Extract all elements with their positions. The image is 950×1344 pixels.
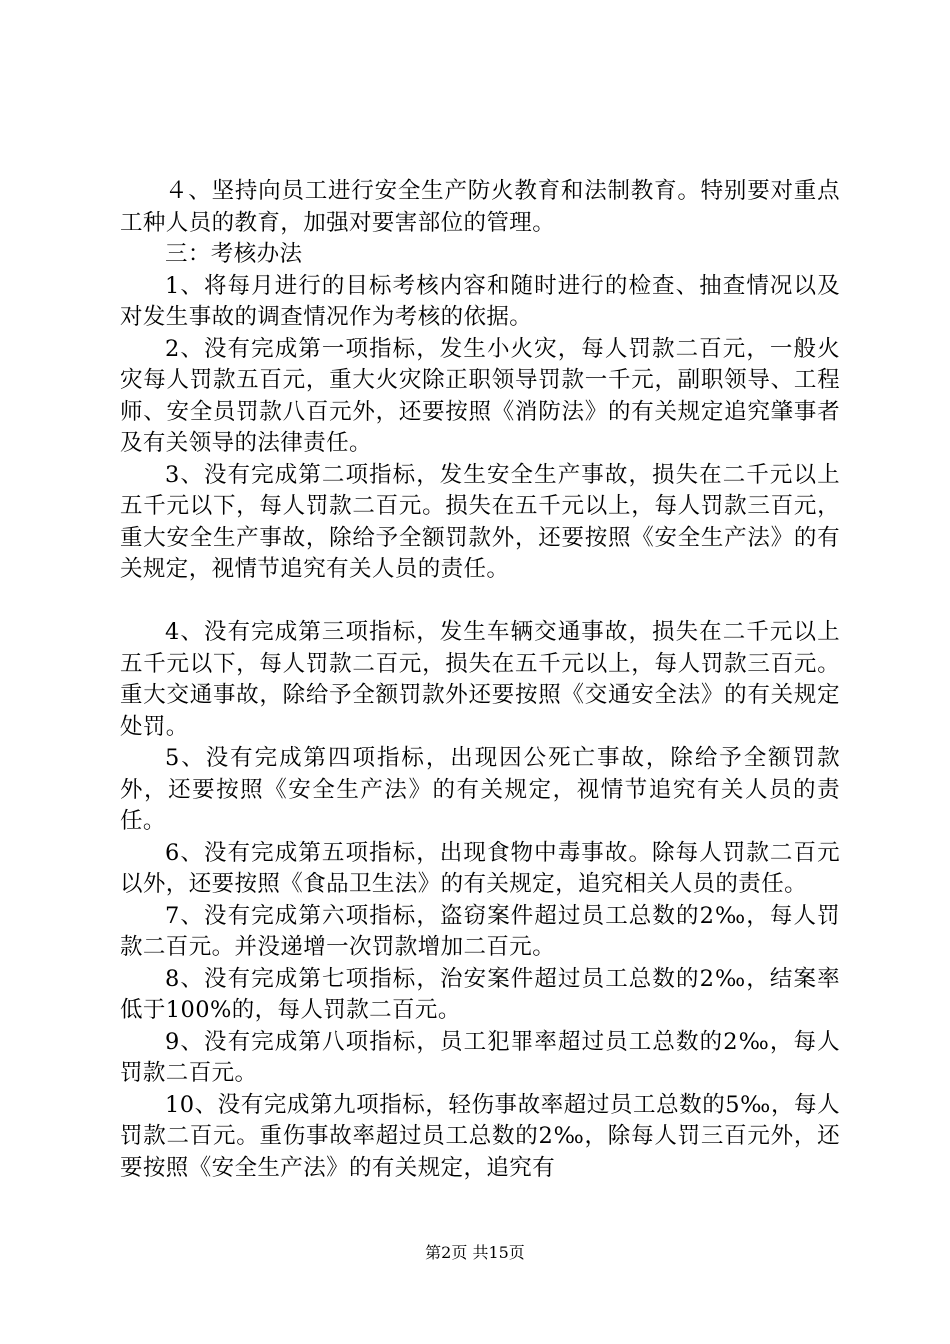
paragraph-clause-3: 3、没有完成第二项指标，发生安全生产事故，损失在二千元以上五千元以下，每人罚款二百元。损失在五千元以上，每人罚款三百元，重大安全生产事故，除给予全额罚款外，还要按照《安全生产法》的有关规定，视情节追究有关人员的责任。 (120, 461, 840, 582)
document-body (120, 176, 840, 1184)
section-heading-assessment-method: 三：考核办法 (165, 241, 303, 267)
page-number-footer: 第2页 共15页 (425, 1243, 525, 1262)
paragraph-clause-5: 5、没有完成第四项指标，出现因公死亡事故，除给予全额罚款外，还要按照《安全生产法》的有关规定，视情节追究有关人员的责任。 (120, 745, 840, 834)
paragraph-item-4-education: ４、坚持向员工进行安全生产防火教育和法制教育。特别要对重点工种人员的教育，加强对要害部位的管理。 (120, 178, 840, 236)
paragraph-clause-1: 1、将每月进行的目标考核内容和随时进行的检查、抽查情况以及对发生事故的调查情况作为考核的依据。 (120, 272, 840, 330)
paragraph-clause-6: 6、没有完成第五项指标，出现食物中毒事故。除每人罚款二百元以外，还要按照《食品卫生法》的有关规定，追究相关人员的责任。 (120, 839, 840, 897)
paragraph-clause-9: 9、没有完成第八项指标，员工犯罪率超过员工总数的2‰，每人罚款二百元。 (120, 1028, 840, 1086)
paragraph-clause-4: 4、没有完成第三项指标，发生车辆交通事故，损失在二千元以上五千元以下，每人罚款二百元，损失在五千元以上，每人罚款三百元。重大交通事故，除给予全额罚款外还要按照《交通安全法》的有关规定处罚。 (120, 619, 840, 740)
paragraph-clause-10: 10、没有完成第九项指标，轻伤事故率超过员工总数的5‰，每人罚款二百元。重伤事故率超过员工总数的2‰，除每人罚三百元外，还要按照《安全生产法》的有关规定，追究有 (120, 1091, 840, 1181)
paragraph-clause-8: 8、没有完成第七项指标，治安案件超过员工总数的2‰，结案率低于100%的，每人罚款二百元。 (120, 965, 840, 1023)
paragraph-clause-2: 2、没有完成第一项指标，发生小火灾，每人罚款二百元，一般火灾每人罚款五百元，重大火灾除正职领导罚款一千元，副职领导、工程师、安全员罚款八百元外，还要按照《消防法》的有关规定追究肇事者及有关领导的法律责任。 (120, 335, 840, 456)
paragraph-clause-7: 7、没有完成第六项指标，盗窃案件超过员工总数的2‰，每人罚款二百元。并没递增一次罚款增加二百元。 (120, 902, 840, 960)
